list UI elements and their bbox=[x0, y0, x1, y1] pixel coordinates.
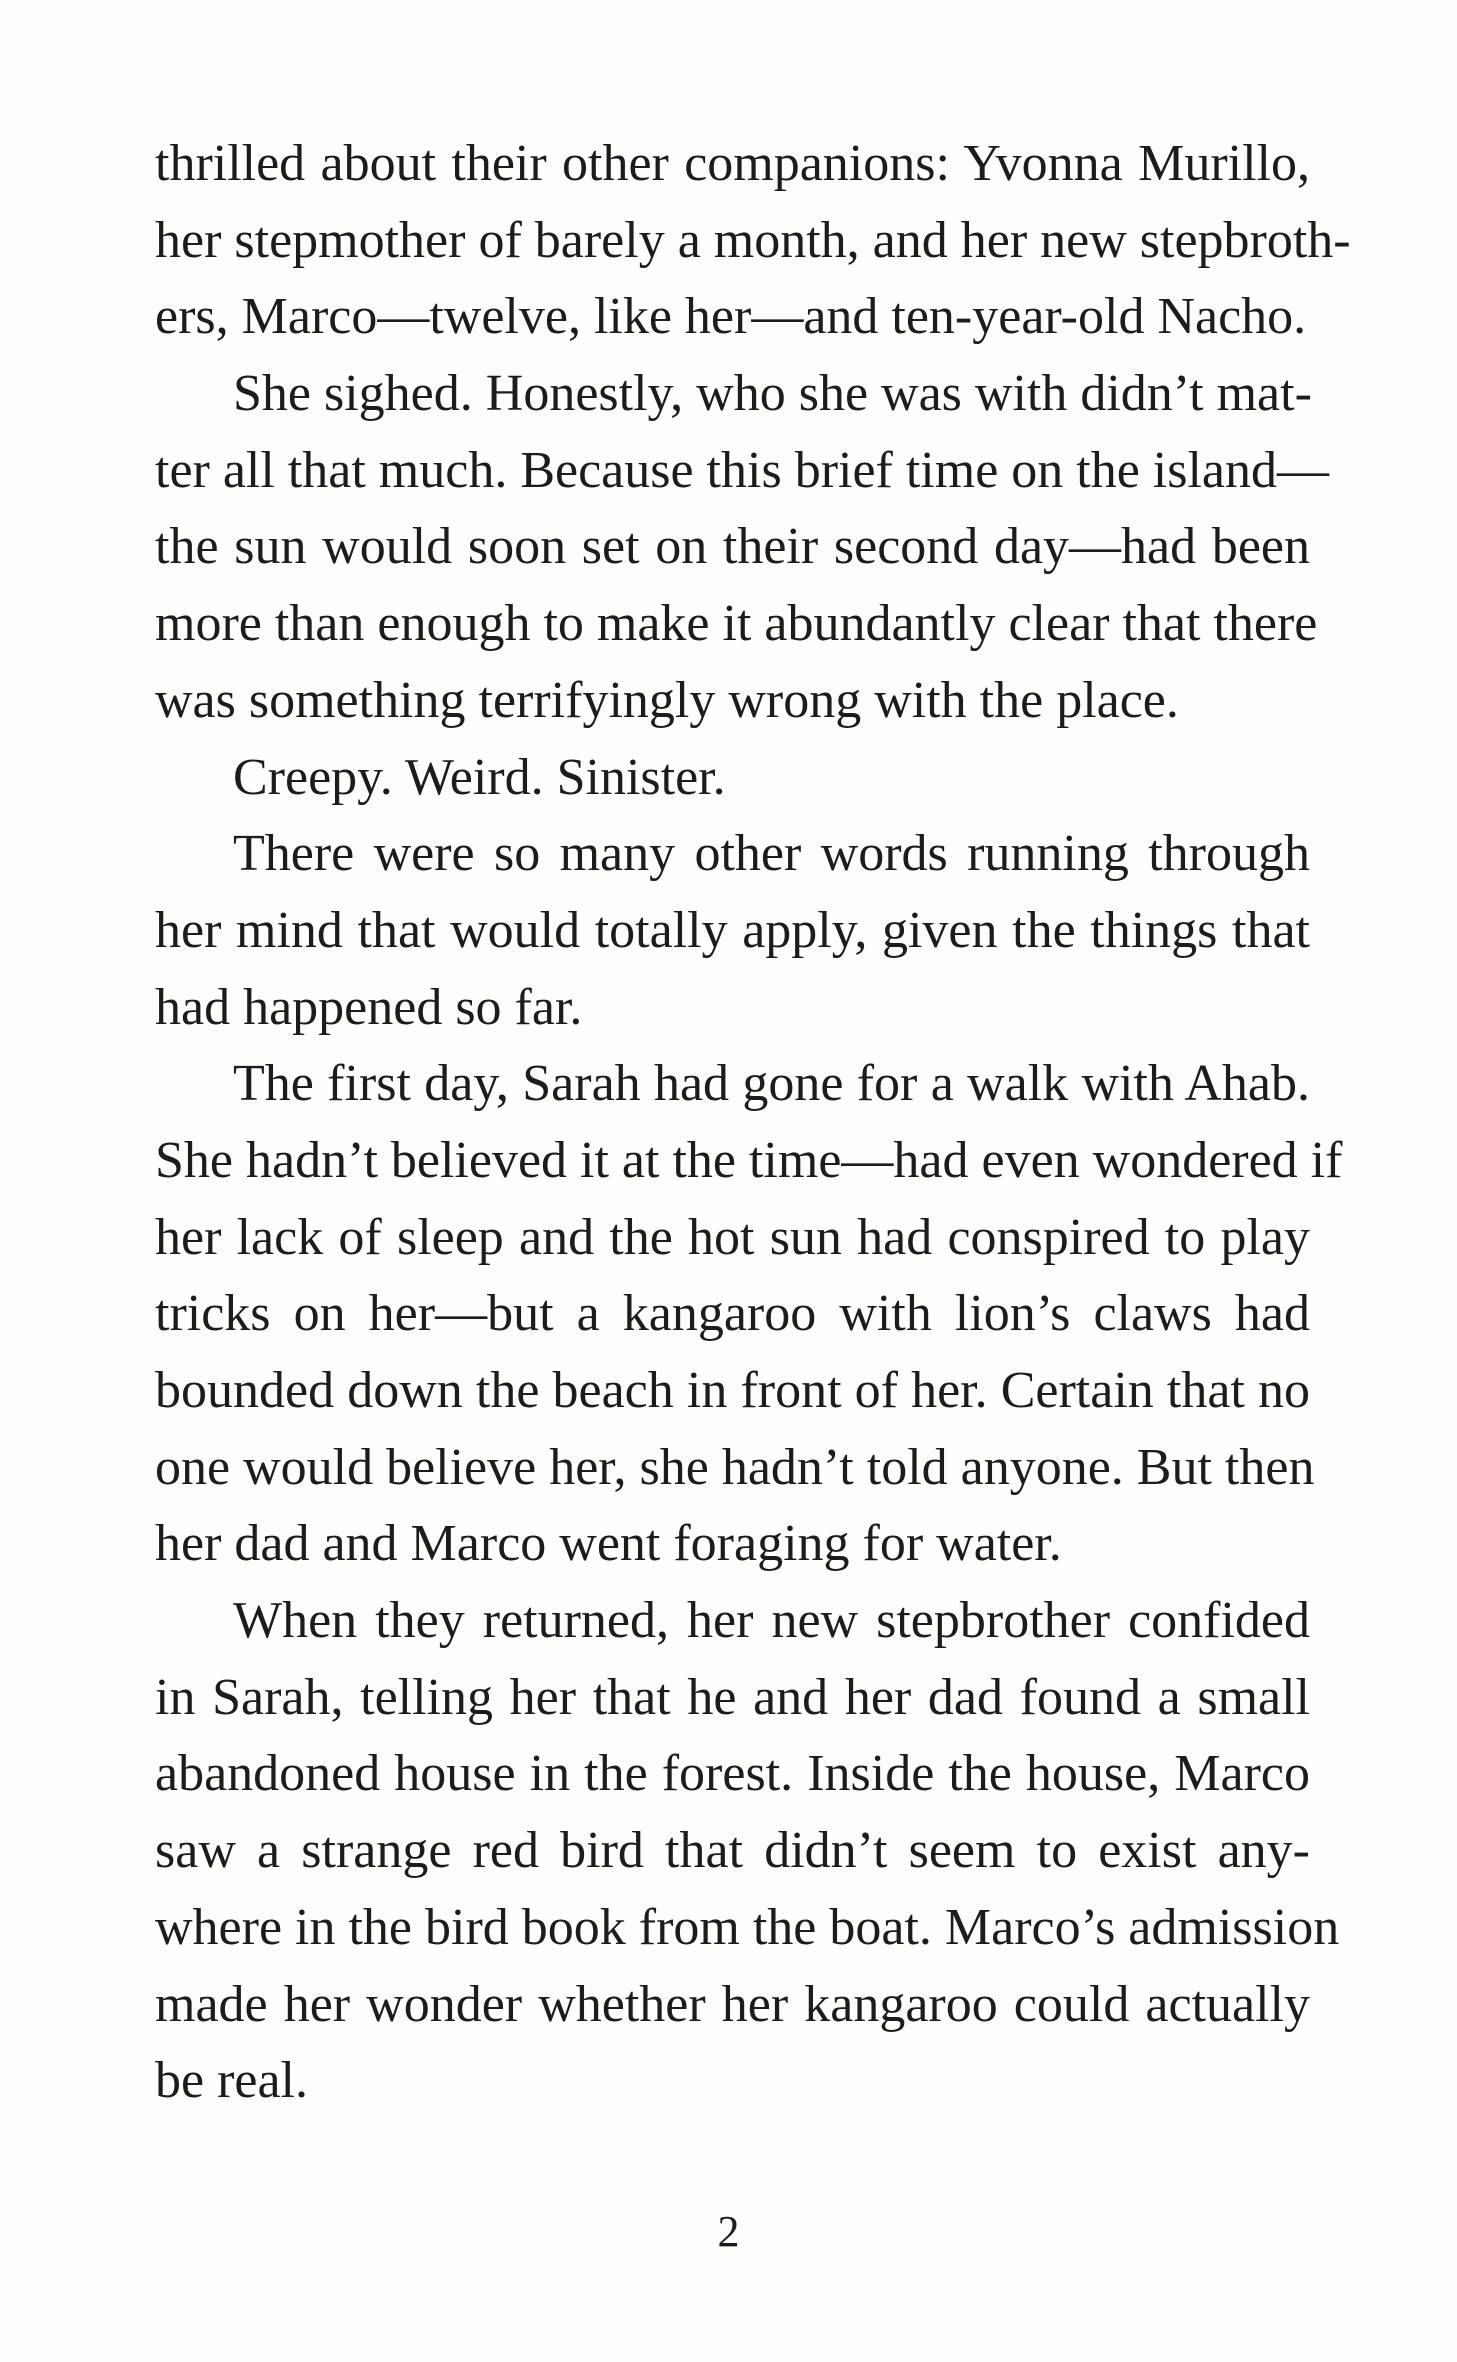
text-line: had happened so far. bbox=[155, 978, 583, 1036]
text-line: made her wonder whether her kangaroo could actually bbox=[155, 1975, 1310, 2033]
text-line: her dad and Marco went foraging for water. bbox=[155, 1515, 1062, 1573]
body-text bbox=[155, 126, 1351, 2120]
text-line: When they returned, her new stepbrother confided bbox=[233, 1592, 1310, 1650]
text-line: the sun would soon set on their second day—had been bbox=[155, 518, 1310, 576]
text-line: be real. bbox=[155, 2052, 309, 2110]
text-line: where in the bird book from the boat. Marco’s admission bbox=[155, 1898, 1340, 1956]
text-line: in Sarah, telling her that he and her dad found a small bbox=[155, 1668, 1310, 1726]
text-line: The first day, Sarah had gone for a walk with Ahab. bbox=[233, 1055, 1310, 1113]
text-line: her lack of sleep and the hot sun had conspired to play bbox=[155, 1208, 1310, 1266]
text-line: ers, Marco—twelve, like her—and ten-year-old Nacho. bbox=[155, 288, 1307, 346]
text-line: was something terrifyingly wrong with the place. bbox=[155, 671, 1179, 729]
text-line: her mind that would totally apply, given the things that bbox=[155, 901, 1310, 959]
text-line: more than enough to make it abundantly clear that there bbox=[155, 595, 1318, 653]
text-line: There were so many other words running through bbox=[233, 825, 1310, 883]
text-line: bounded down the beach in front of her. Certain that no bbox=[155, 1362, 1310, 1419]
text-line: ter all that much. Because this brief time on the island— bbox=[155, 441, 1330, 499]
text-line: one would believe her, she hadn’t told anyone. But then bbox=[155, 1438, 1315, 1496]
page-number: 2 bbox=[717, 2207, 740, 2256]
text-line: saw a strange red bird that didn’t seem to exist any- bbox=[155, 1822, 1310, 1880]
text-line: thrilled about their other companions: Yvonna Murillo, bbox=[155, 135, 1310, 192]
text-line: her stepmother of barely a month, and her new stepbroth- bbox=[155, 211, 1351, 269]
text-line: Creepy. Weird. Sinister. bbox=[233, 748, 726, 806]
text-line: She hadn’t believed it at the time—had even wondered if bbox=[155, 1131, 1343, 1189]
text-line: She sighed. Honestly, who she was with didn’t mat- bbox=[233, 365, 1312, 423]
text-line: abandoned house in the forest. Inside the house, Marco bbox=[155, 1745, 1310, 1803]
text-line: tricks on her—but a kangaroo with lion’s claws had bbox=[155, 1285, 1310, 1343]
